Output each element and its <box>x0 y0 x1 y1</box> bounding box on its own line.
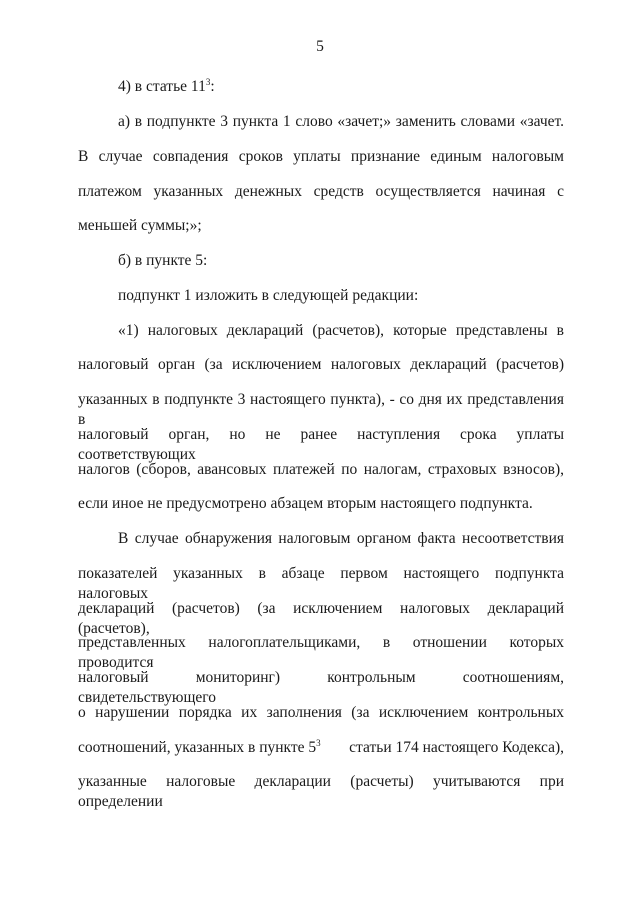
superscript: 3 <box>316 737 321 748</box>
text-line: указанных в подпункте 3 настоящего пункта), - со дня их представления в <box>78 391 564 428</box>
text-line: представленных налогоплательщиками, в отношении которых проводится <box>78 634 564 671</box>
text-line: налоговый орган (за исключением налоговых деклараций (расчетов) <box>78 356 564 373</box>
text-fragment: : <box>210 78 215 95</box>
text-line: налоговый орган, но не ранее наступления срока уплаты соответствующих <box>78 426 564 463</box>
text-line: деклараций (расчетов) (за исключением налоговых деклараций (расчетов), <box>78 600 564 637</box>
text-line <box>118 77 604 97</box>
text-fragment <box>78 738 321 758</box>
superscript: 3 <box>205 76 211 87</box>
text-line: В случае совпадения сроков уплаты признание единым налоговым <box>78 148 564 165</box>
text-line: показателей указанных в абзаце первом настоящего подпункта налоговых <box>78 565 564 602</box>
text-line: о нарушении порядка их заполнения (за исключением контрольных <box>78 704 564 721</box>
text-line <box>78 738 564 758</box>
text-line: б) в пункте 5: <box>118 252 208 269</box>
text-line: если иное не предусмотрено абзацем вторым настоящего подпункта. <box>78 495 533 512</box>
text-line: «1) налоговых деклараций (расчетов), которые представлены в <box>118 322 564 339</box>
text-fragment: соотношений, указанных в пункте 5 <box>78 739 317 756</box>
text-line: В случае обнаружения налоговым органом факта несоответствия <box>118 530 564 547</box>
text-line: подпункт 1 изложить в следующей редакции: <box>118 287 419 304</box>
text-line: указанные налоговые декларации (расчеты) учитываются при определении <box>78 773 564 810</box>
text-line: платежом указанных денежных средств осуществляется начиная с <box>78 183 564 200</box>
text-fragment: 4) в статье 11 <box>118 78 206 95</box>
text-line: а) в подпункте 3 пункта 1 слово «зачет;» заменить словами «зачет. <box>118 113 564 130</box>
text-fragment: статьи 174 настоящего Кодекса), <box>349 739 564 756</box>
text-line: меньшей суммы;»; <box>78 217 202 234</box>
text-line: налогов (сборов, авансовых платежей по налогам, страховых взносов), <box>78 461 564 478</box>
text-line: налоговый мониторинг) контрольным соотношениям, свидетельствующего <box>78 669 564 706</box>
page-number: 5 <box>316 38 324 55</box>
